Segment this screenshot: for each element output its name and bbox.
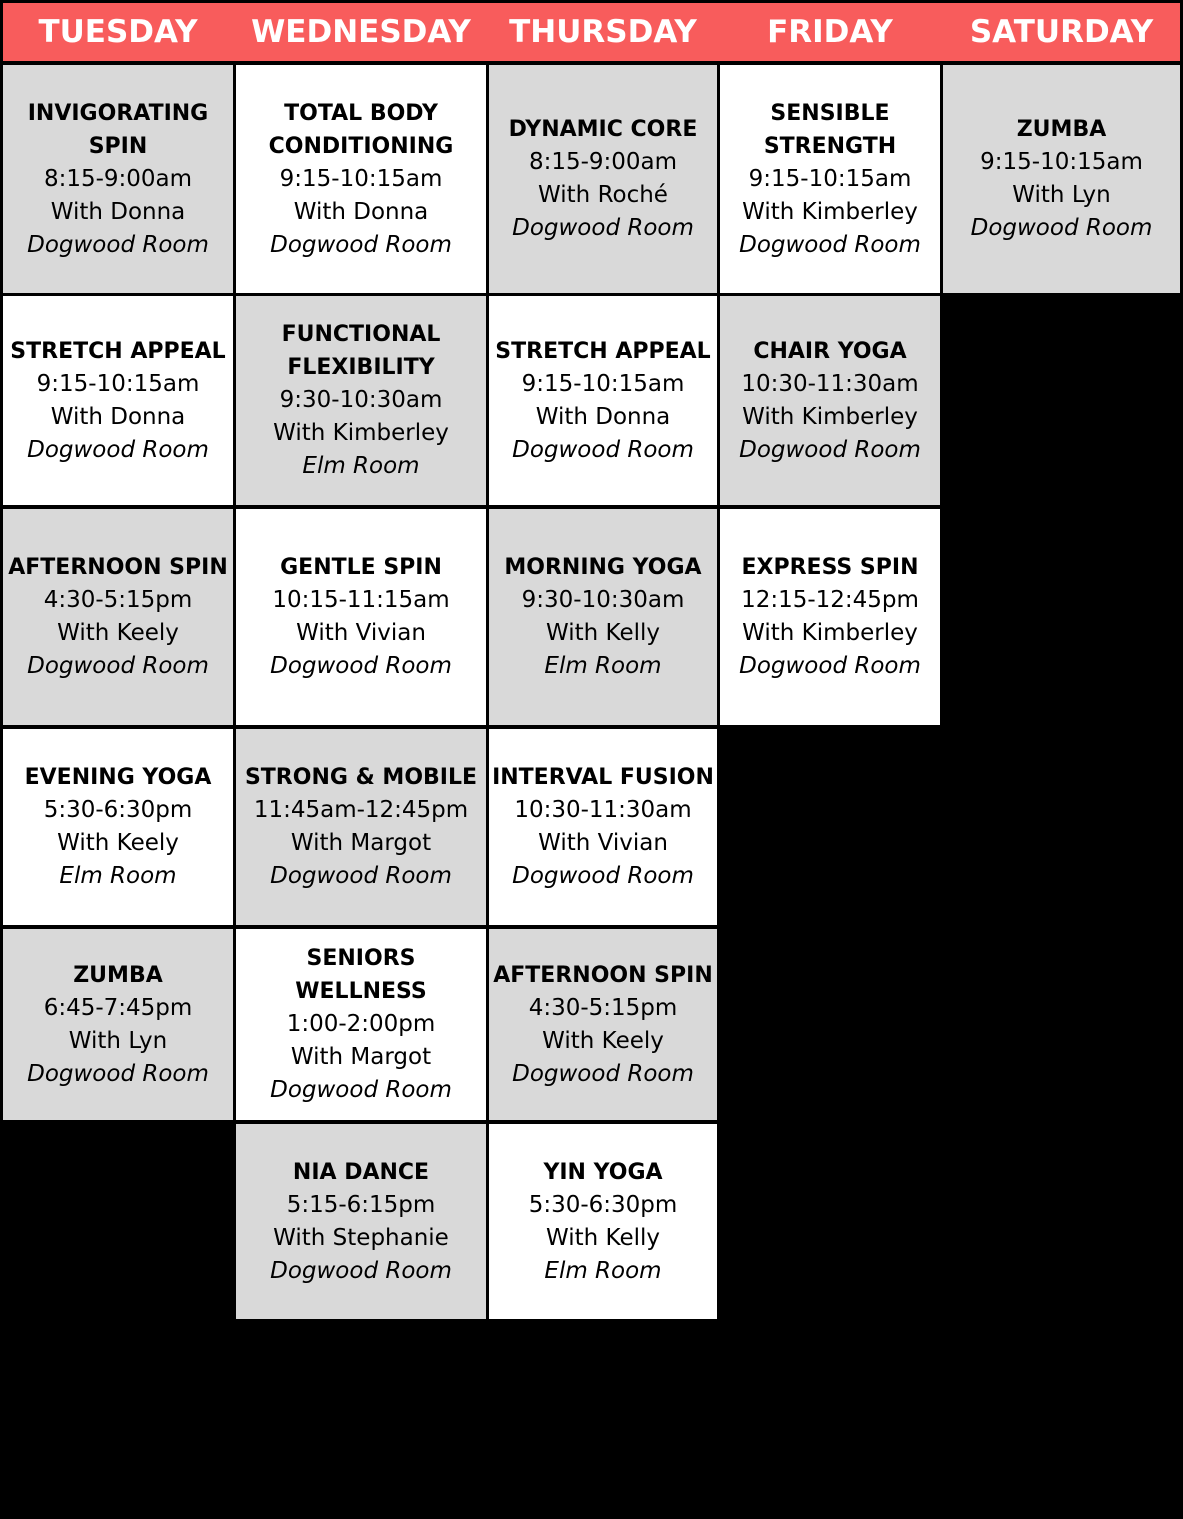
class-card[interactable] bbox=[236, 729, 486, 925]
class-room: Dogwood Room bbox=[512, 863, 694, 889]
class-room: Dogwood Room bbox=[270, 1077, 452, 1103]
class-card[interactable] bbox=[3, 509, 233, 725]
class-card[interactable] bbox=[489, 929, 717, 1120]
class-title: STRONG & MOBILE bbox=[244, 765, 478, 790]
class-instructor: With Roché bbox=[538, 182, 668, 208]
class-room: Elm Room bbox=[59, 863, 177, 889]
class-card[interactable] bbox=[236, 65, 486, 293]
class-room: Dogwood Room bbox=[27, 1060, 209, 1087]
class-card[interactable] bbox=[489, 296, 717, 505]
class-instructor: With Donna bbox=[50, 198, 186, 225]
day-header-tuesday: TUESDAY bbox=[38, 14, 198, 50]
class-card[interactable] bbox=[489, 65, 717, 293]
class-card[interactable] bbox=[489, 729, 717, 925]
class-instructor: With Keely bbox=[57, 830, 179, 856]
class-instructor: With Kelly bbox=[545, 620, 660, 646]
class-instructor: With Keely bbox=[542, 1027, 664, 1054]
class-time: 10:15-11:15am bbox=[272, 587, 450, 613]
class-room: Dogwood Room bbox=[512, 436, 694, 463]
class-room: Dogwood Room bbox=[739, 653, 921, 679]
class-time: 10:30-11:30am bbox=[741, 370, 919, 397]
class-time: 9:15-10:15am bbox=[980, 149, 1143, 175]
class-card[interactable] bbox=[236, 1124, 486, 1319]
class-time: 5:15-6:15pm bbox=[286, 1191, 436, 1218]
class-title: TOTAL BODY CONDITIONING bbox=[268, 100, 454, 159]
class-card[interactable] bbox=[720, 296, 940, 505]
day-header-thursday: THURSDAY bbox=[509, 14, 697, 50]
class-title: ZUMBA bbox=[1016, 117, 1107, 142]
class-title: INVIGORATING SPIN bbox=[27, 100, 209, 159]
class-card[interactable] bbox=[3, 729, 233, 925]
class-room: Dogwood Room bbox=[27, 436, 209, 463]
class-room: Elm Room bbox=[302, 453, 420, 479]
class-title: NIA DANCE bbox=[292, 1159, 430, 1185]
class-title: CHAIR YOGA bbox=[753, 338, 907, 364]
class-card[interactable] bbox=[3, 65, 233, 293]
class-instructor: With Donna bbox=[50, 403, 186, 430]
class-room: Dogwood Room bbox=[970, 215, 1153, 241]
class-instructor: With Lyn bbox=[68, 1027, 168, 1054]
class-room: Elm Room bbox=[544, 1257, 662, 1284]
class-time: 9:30-10:30am bbox=[521, 587, 685, 613]
class-instructor: With Donna bbox=[293, 198, 429, 225]
class-card[interactable] bbox=[3, 296, 233, 505]
class-time: 4:30-5:15pm bbox=[528, 994, 678, 1021]
class-room: Elm Room bbox=[544, 653, 662, 679]
class-time: 5:30-6:30pm bbox=[43, 797, 193, 823]
class-instructor: With Stephanie bbox=[273, 1224, 449, 1251]
class-card[interactable] bbox=[236, 296, 486, 505]
class-time: 10:30-11:30am bbox=[514, 797, 692, 823]
class-card[interactable] bbox=[3, 929, 233, 1120]
class-title: MORNING YOGA bbox=[504, 555, 702, 580]
class-time: 8:15-9:00am bbox=[528, 149, 678, 175]
class-time: 4:30-5:15pm bbox=[43, 587, 193, 613]
class-title: STRETCH APPEAL bbox=[495, 338, 711, 364]
class-time: 9:15-10:15am bbox=[748, 165, 912, 192]
class-title: INTERVAL FUSION bbox=[492, 765, 714, 790]
class-time: 11:45am-12:45pm bbox=[253, 797, 469, 823]
class-time: 9:15-10:15am bbox=[521, 370, 685, 397]
class-instructor: With Margot bbox=[290, 1044, 432, 1070]
class-time: 6:45-7:45pm bbox=[43, 994, 193, 1021]
class-instructor: With Donna bbox=[535, 403, 671, 430]
class-room: Dogwood Room bbox=[512, 215, 694, 241]
class-room: Dogwood Room bbox=[27, 653, 209, 679]
day-header-friday: FRIDAY bbox=[767, 14, 893, 50]
class-title: ZUMBA bbox=[73, 962, 163, 988]
class-time: 9:15-10:15am bbox=[36, 370, 200, 397]
class-room: Dogwood Room bbox=[512, 1060, 694, 1087]
class-title: SENIORS WELLNESS bbox=[295, 946, 427, 1004]
class-room: Dogwood Room bbox=[739, 231, 921, 258]
class-time: 8:15-9:00am bbox=[43, 165, 193, 192]
class-title: AFTERNOON SPIN bbox=[493, 962, 713, 988]
class-title: GENTLE SPIN bbox=[280, 555, 442, 580]
class-instructor: With Kimberley bbox=[742, 198, 918, 225]
class-card[interactable] bbox=[943, 65, 1180, 293]
class-instructor: With Kimberley bbox=[742, 620, 918, 646]
class-title: FUNCTIONAL FLEXIBILITY bbox=[281, 322, 441, 380]
class-card[interactable] bbox=[720, 65, 940, 293]
class-title: AFTERNOON SPIN bbox=[8, 555, 228, 580]
class-title: EXPRESS SPIN bbox=[741, 555, 919, 580]
class-instructor: With Vivian bbox=[296, 620, 426, 646]
class-time: 5:30-6:30pm bbox=[528, 1191, 678, 1218]
class-card[interactable] bbox=[236, 929, 486, 1120]
class-instructor: With Margot bbox=[290, 830, 432, 856]
class-time: 12:15-12:45pm bbox=[741, 587, 919, 613]
class-room: Dogwood Room bbox=[739, 436, 921, 463]
class-instructor: With Lyn bbox=[1012, 182, 1111, 208]
class-card[interactable] bbox=[236, 509, 486, 725]
class-instructor: With Kelly bbox=[545, 1224, 660, 1251]
class-room: Dogwood Room bbox=[270, 231, 452, 258]
class-title: STRETCH APPEAL bbox=[10, 338, 226, 364]
class-instructor: With Kimberley bbox=[742, 403, 918, 430]
day-header-saturday: SATURDAY bbox=[969, 14, 1154, 50]
class-title: YIN YOGA bbox=[543, 1159, 663, 1185]
class-room: Dogwood Room bbox=[270, 653, 452, 679]
class-title: EVENING YOGA bbox=[24, 765, 212, 790]
day-header-wednesday: WEDNESDAY bbox=[251, 14, 471, 50]
class-card[interactable] bbox=[489, 509, 717, 725]
class-card[interactable] bbox=[489, 1124, 717, 1319]
class-card[interactable] bbox=[720, 509, 940, 725]
class-title: SENSIBLE STRENGTH bbox=[763, 100, 897, 159]
class-instructor: With Keely bbox=[57, 620, 179, 646]
class-time: 9:15-10:15am bbox=[279, 165, 443, 192]
class-room: Dogwood Room bbox=[270, 1257, 452, 1284]
class-instructor: With Kimberley bbox=[273, 420, 449, 446]
class-instructor: With Vivian bbox=[538, 830, 668, 856]
class-room: Dogwood Room bbox=[270, 863, 452, 889]
class-room: Dogwood Room bbox=[27, 231, 209, 258]
class-time: 9:30-10:30am bbox=[279, 387, 443, 413]
class-title: DYNAMIC CORE bbox=[508, 117, 698, 142]
class-time: 1:00-2:00pm bbox=[286, 1011, 436, 1037]
